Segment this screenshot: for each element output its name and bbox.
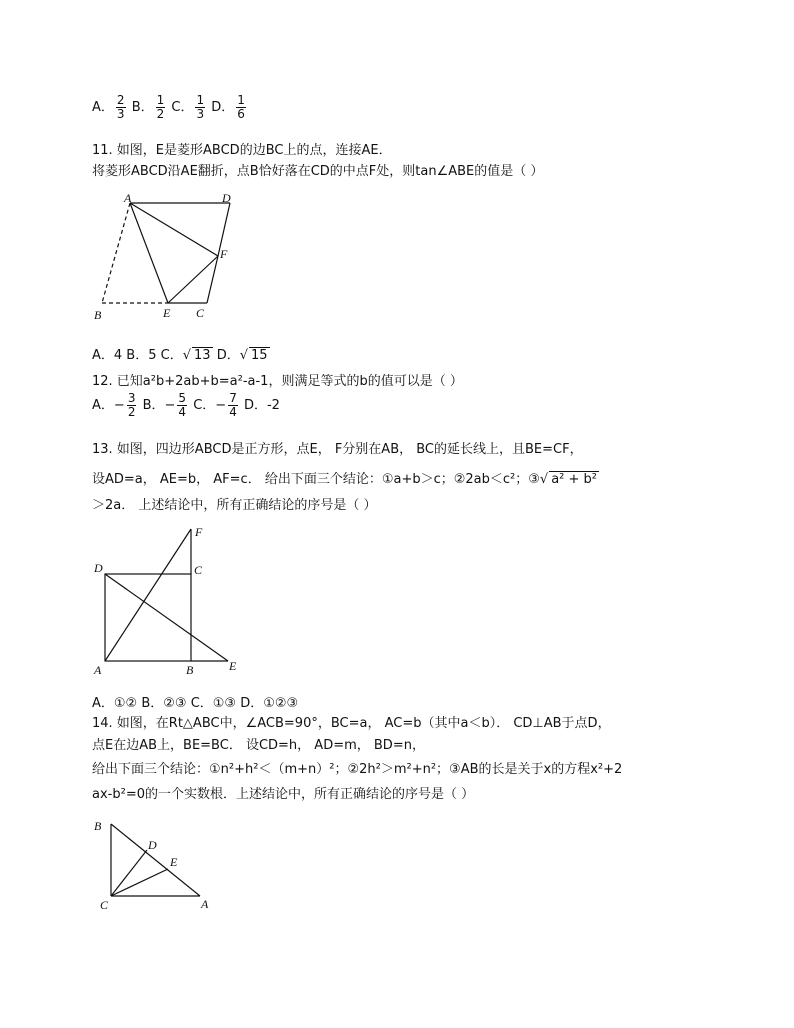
q10-option-b-fraction: $\frac{1}{2}$ xyxy=(156,93,165,121)
q11-label-a: A xyxy=(124,192,132,205)
q10-option-c-label: C． xyxy=(171,100,194,115)
q14-stem-line1: 14. 如图，在Rt△ABC中，∠ACB=90°，BC=a， AC=b（其中a＜b）． CD⊥AB于点D， xyxy=(92,716,611,731)
q12-option-c-label: C． xyxy=(193,398,216,413)
q14-label-e: E xyxy=(170,855,178,869)
q13-label-f: F xyxy=(195,525,203,539)
q11-options: A．4 B．5 C．√ 13 D．√ 15 xyxy=(92,348,268,363)
q11-option-d-radicand: 15 xyxy=(251,348,268,363)
q10-option-d-fraction: $\frac{1}{6}$ xyxy=(237,93,245,121)
q13-label-d: D xyxy=(94,561,103,575)
q12-options: A．− $\frac{3}{2}$ B．− $\frac{5}{4}$ C．− $\frac{7}{4}$ D．-2 xyxy=(92,391,280,419)
q13-radical-radicand: a² + b² xyxy=(551,472,598,487)
q10-option-c-fraction: $\frac{1}{3}$ xyxy=(196,93,205,121)
q11-option-d-label: D． xyxy=(216,348,240,363)
q12-option-c-fraction: $\frac{7}{4}$ xyxy=(229,391,237,419)
q14-figure xyxy=(88,812,218,910)
q13-stem-line3: ＞2a． 上述结论中，所有正确结论的序号是（ ） xyxy=(92,498,377,513)
q12-stem: 12. 已知a²b+2ab+b=a²-a-1，则满足等式的b的值可以是（ ） xyxy=(92,374,463,389)
q10-option-a-fraction: $\frac{2}{3}$ xyxy=(116,93,125,121)
q10-option-a-label: A． xyxy=(92,100,114,115)
q10-option-b-label: B． xyxy=(131,100,154,115)
q14-stem-line3: 给出下面三个结论：①n²+h²＜（m+n）²；②2h²＞m²+n²；③AB的长是关于x的方程x²+2 xyxy=(92,762,623,777)
q13-label-e: E xyxy=(229,659,237,673)
q13-stem-line2: 设AD=a， AE=b， AF=c． 给出下面三个结论：①a+b＞c；②2ab＜c²；③√ a² + b² xyxy=(92,472,598,487)
q13-stem-line1: 13. 如图，四边形ABCD是正方形，点E， F分别在AB， BC的延长线上，且BE=CF， xyxy=(92,442,583,457)
q11-stem-line1: 11. 如图，E是菱形ABCD的边BC上的点，连接AE． xyxy=(92,143,392,158)
q11-label-b: B xyxy=(94,308,102,322)
q12-option-a-label: A． xyxy=(92,398,114,413)
q14-stem-line2: 点E在边AB上，BE=BC． 设CD=h， AD=m， BD=n， xyxy=(92,738,425,753)
q10-options xyxy=(92,94,248,121)
q14-stem-line4: ax-b²=0的一个实数根．上述结论中，所有正确结论的序号是（ ） xyxy=(92,787,475,802)
q11-label-c: C xyxy=(196,306,205,320)
q11-label-f: F xyxy=(220,247,228,261)
q11-stem-line2: 将菱形ABCD沿AE翻折，点B恰好落在CD的中点F处，则tan∠ABE的值是（ ） xyxy=(92,164,544,179)
q11-figure xyxy=(88,192,248,324)
q13-label-c: C xyxy=(194,563,203,577)
q14-label-a: A xyxy=(201,897,209,910)
q11-options-ab: A．4 B．5 C． xyxy=(92,348,183,363)
q13-options: A．①② B．②③ C．①③ D．①②③ xyxy=(92,696,299,711)
q14-label-d: D xyxy=(148,838,157,852)
q13-label-a: A xyxy=(94,663,102,674)
q12-option-b-label: B． xyxy=(142,398,165,413)
q11-label-d: D xyxy=(222,192,231,205)
q12-option-d: D．-2 xyxy=(243,398,280,413)
q14-label-c: C xyxy=(100,898,109,910)
q12-option-b-fraction: $\frac{5}{4}$ xyxy=(178,391,187,419)
q12-option-a-fraction: $\frac{3}{2}$ xyxy=(127,391,136,419)
q13-figure xyxy=(88,524,248,674)
q11-option-c-radicand: 13 xyxy=(194,348,211,363)
q14-label-b: B xyxy=(94,819,102,833)
q10-option-d-label: D． xyxy=(211,100,235,115)
q11-label-e: E xyxy=(163,306,171,320)
q13-label-b: B xyxy=(186,663,194,674)
